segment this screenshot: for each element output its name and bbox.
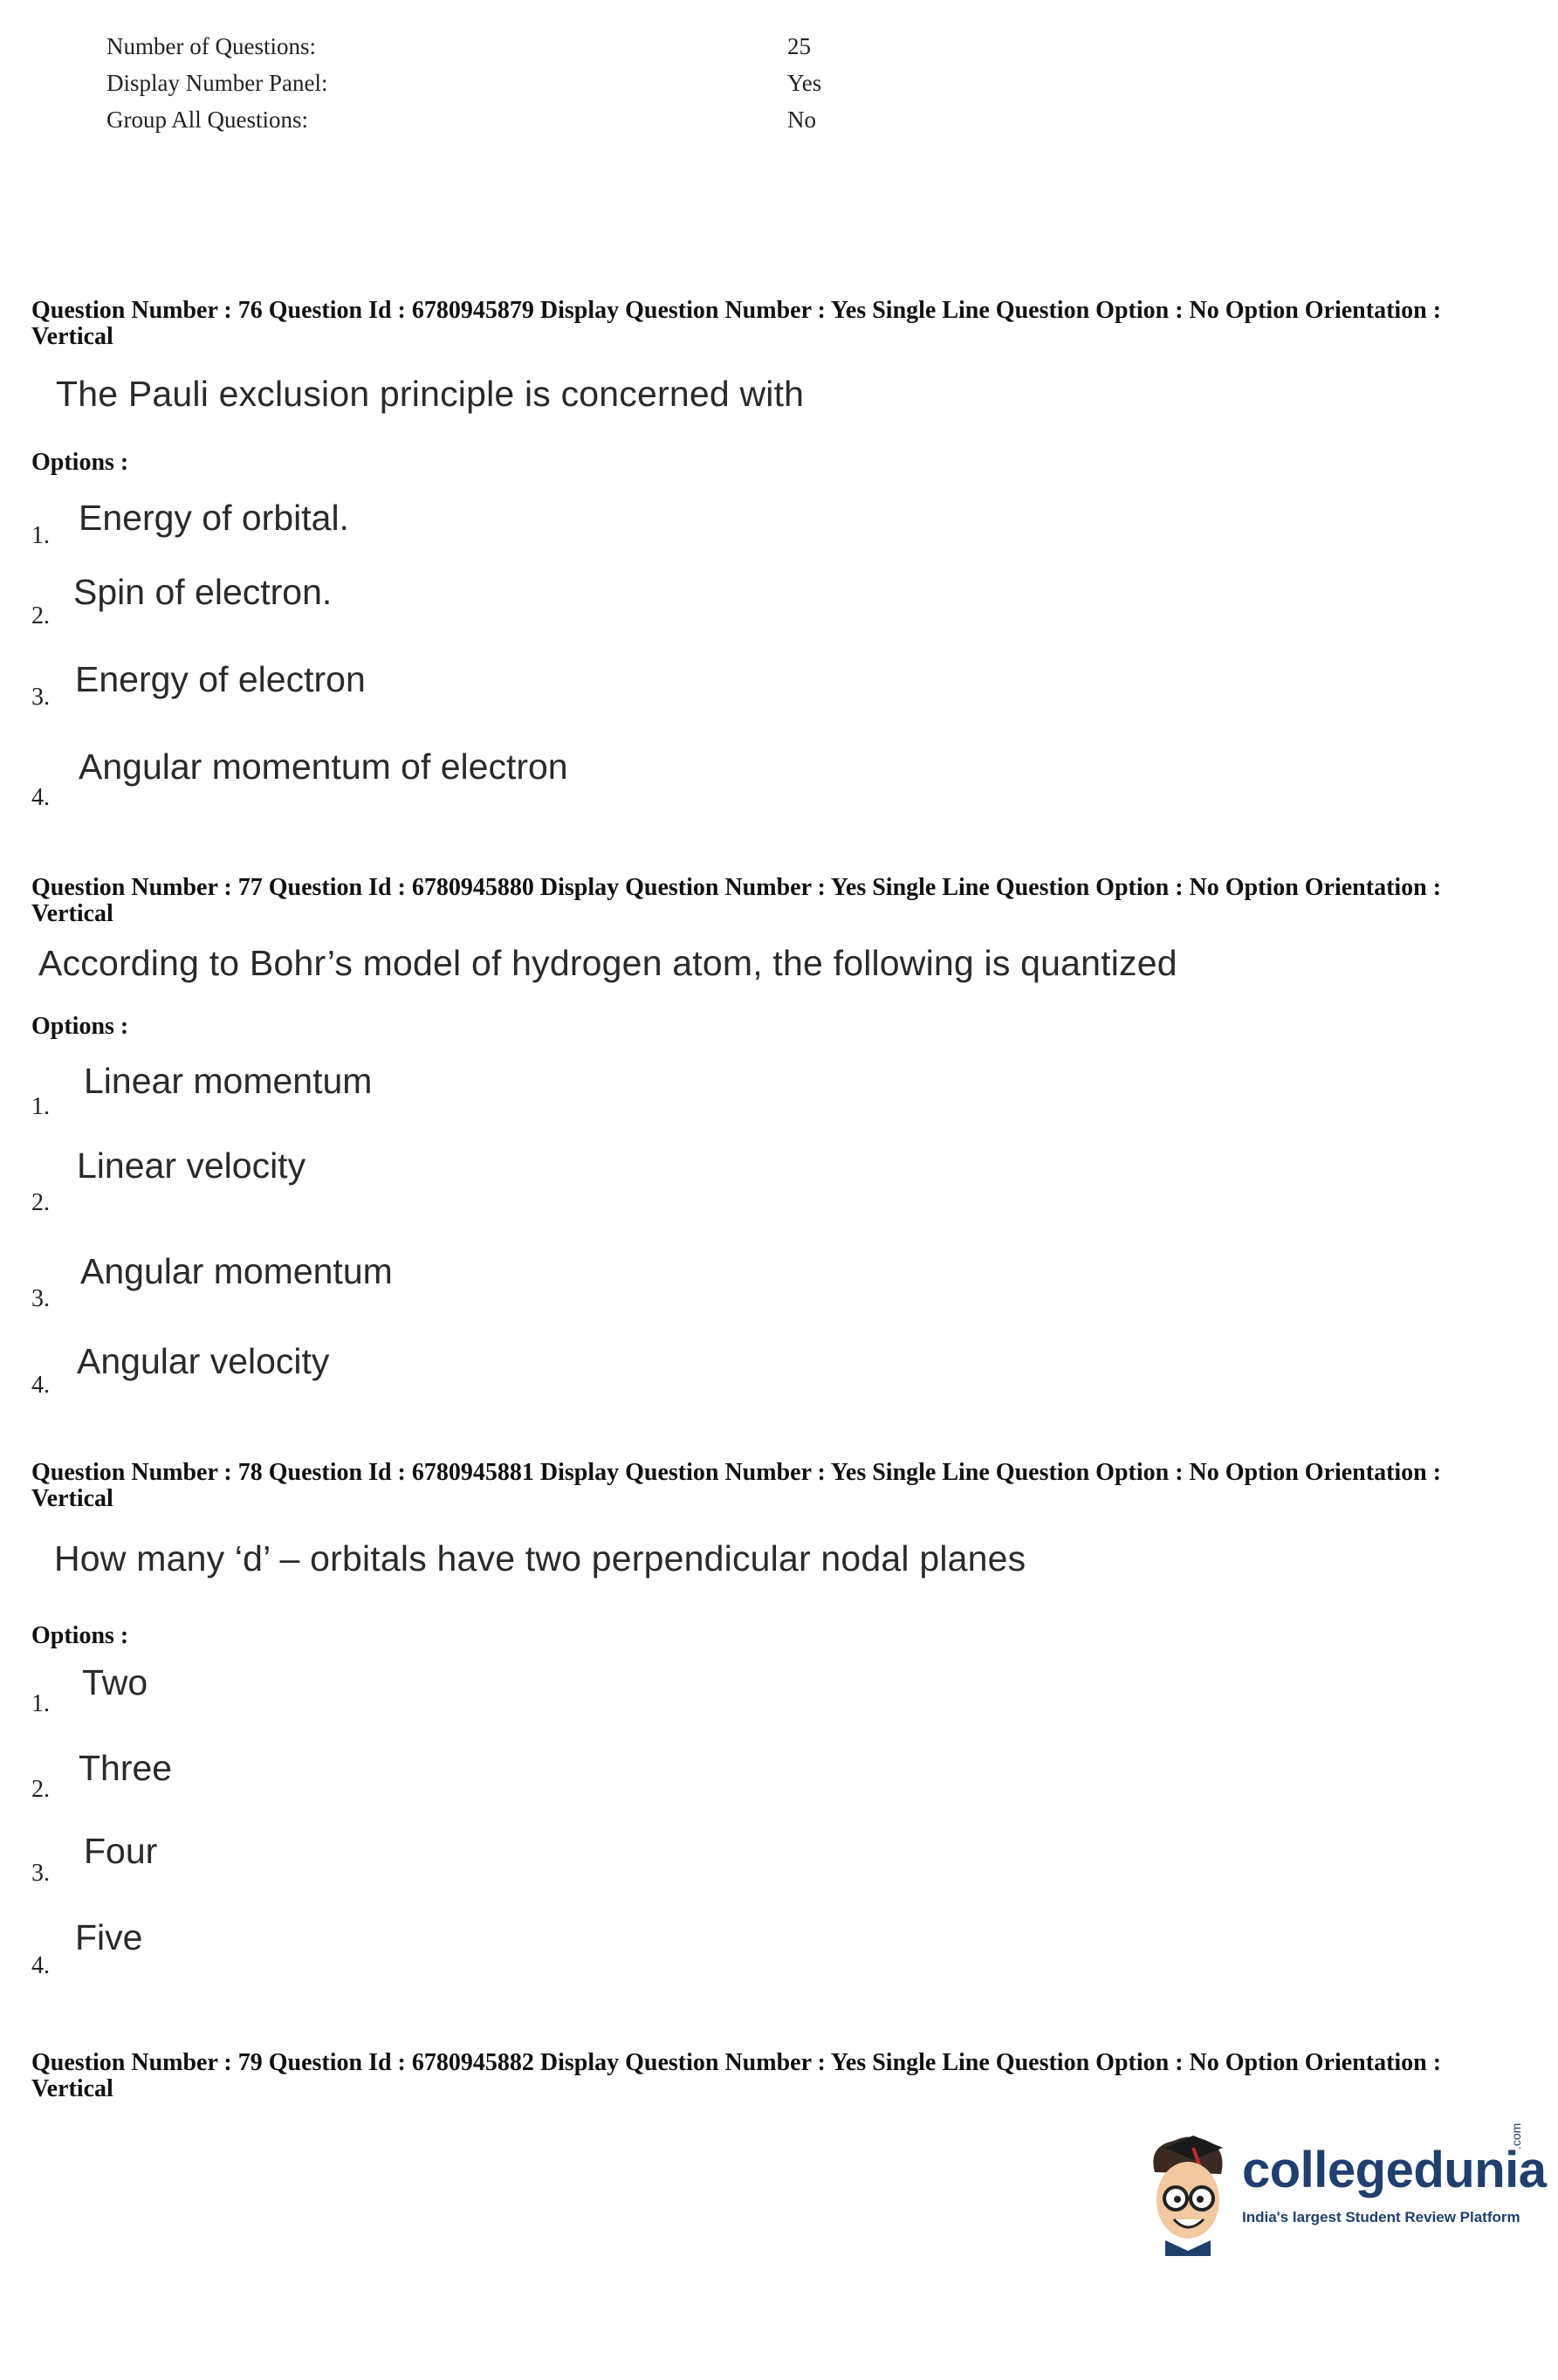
brand-tagline: India's largest Student Review Platform bbox=[1242, 2209, 1520, 2225]
option-number: 1. bbox=[31, 522, 50, 549]
option-text: Angular momentum bbox=[80, 1251, 393, 1291]
option-text: Energy of orbital. bbox=[79, 498, 349, 538]
option-text: Spin of electron. bbox=[73, 572, 333, 612]
option-text: Five bbox=[75, 1917, 143, 1957]
option-number: 3. bbox=[31, 1285, 50, 1312]
question-header: Question Number : 78 Question Id : 6780945881 Display Question Number : Yes Single Line Question Option : No Option Orientation : Vertical bbox=[31, 1459, 1442, 1512]
option-number: 3. bbox=[31, 684, 50, 711]
option-text: Angular velocity bbox=[77, 1341, 330, 1381]
question-text: According to Bohr’s model of hydrogen atom, the following is quantized bbox=[38, 943, 1177, 983]
option-number: 4. bbox=[31, 784, 50, 811]
meta-label-number-panel: Display Number Panel: bbox=[106, 70, 328, 96]
question-header: Question Number : 76 Question Id : 6780945879 Display Question Number : Yes Single Line Question Option : No Option Orientation : Vertical bbox=[31, 297, 1442, 350]
options-label: Options : bbox=[31, 449, 129, 476]
option-number: 2. bbox=[31, 1776, 50, 1803]
option-number: 2. bbox=[31, 1189, 50, 1216]
collegedunia-logo bbox=[1139, 2122, 1547, 2268]
brand-name: collegedunia bbox=[1242, 2142, 1547, 2198]
question-header: Question Number : 79 Question Id : 6780945882 Display Question Number : Yes Single Line Question Option : No Option Orientation : Vertical bbox=[31, 2049, 1442, 2102]
meta-label-questions: Number of Questions: bbox=[106, 33, 316, 59]
mascot-icon bbox=[1139, 2129, 1235, 2260]
question-text: How many ‘d’ – orbitals have two perpendicular nodal planes bbox=[54, 1538, 1026, 1579]
option-text: Energy of electron bbox=[75, 659, 366, 699]
option-text: Four bbox=[84, 1831, 158, 1871]
meta-value-questions: 25 bbox=[787, 33, 811, 59]
option-text: Linear velocity bbox=[77, 1145, 306, 1186]
option-text: Angular momentum of electron bbox=[79, 746, 568, 787]
option-number: 4. bbox=[31, 1372, 50, 1399]
option-number: 1. bbox=[31, 1690, 50, 1717]
meta-label-group-questions: Group All Questions: bbox=[106, 107, 309, 133]
question-header: Question Number : 77 Question Id : 6780945880 Display Question Number : Yes Single Line Question Option : No Option Orientation : Vertical bbox=[31, 874, 1442, 927]
options-label: Options : bbox=[31, 1622, 129, 1649]
option-text: Linear momentum bbox=[84, 1061, 373, 1101]
option-number: 4. bbox=[31, 1952, 50, 1979]
option-text: Three bbox=[79, 1748, 173, 1788]
option-text: Two bbox=[82, 1662, 148, 1702]
meta-value-group-questions: No bbox=[787, 107, 816, 133]
option-number: 2. bbox=[31, 602, 50, 629]
options-label: Options : bbox=[31, 1013, 129, 1040]
option-number: 3. bbox=[31, 1860, 50, 1887]
brand-suffix: .com bbox=[1509, 2122, 1523, 2150]
option-number: 1. bbox=[31, 1093, 50, 1120]
meta-value-number-panel: Yes bbox=[787, 70, 822, 96]
question-text: The Pauli exclusion principle is concerned with bbox=[56, 374, 805, 414]
